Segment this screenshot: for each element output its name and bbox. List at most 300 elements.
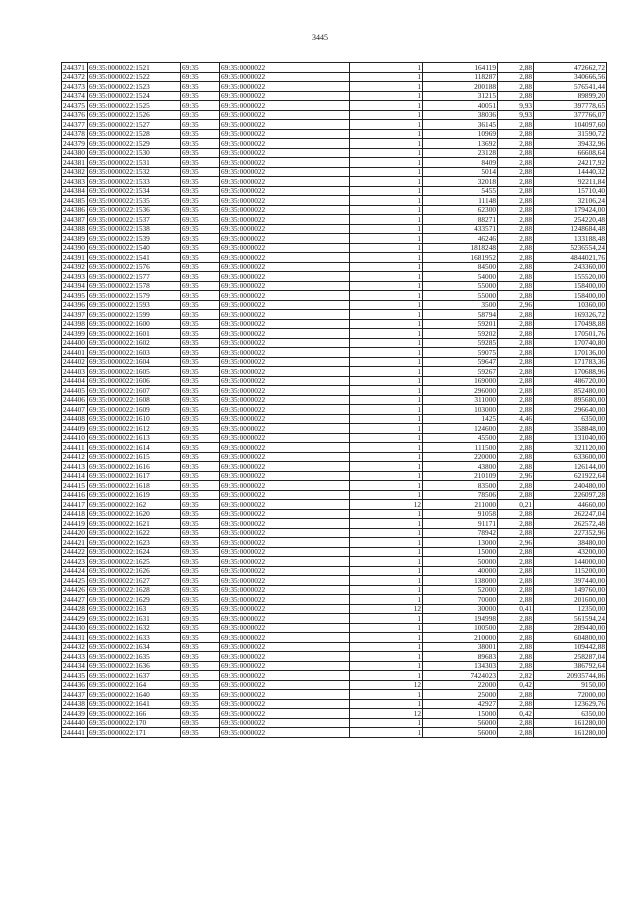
cadastral-number-cell: 69:35:0000022:1621	[88, 519, 181, 529]
cadastral-district-cell: 69:35	[181, 481, 220, 491]
cadastral-number-cell: 69:35:0000022:1521	[88, 63, 181, 73]
cadastral-value-cell: 24217,92	[534, 158, 607, 168]
land-category-code-cell: 1	[350, 576, 423, 586]
cadastral-value-cell: 170501,76	[534, 329, 607, 339]
cadastral-number-cell: 69:35:0000022:1525	[88, 101, 181, 111]
land-category-code-cell: 1	[350, 633, 423, 643]
cadastral-value-cell: 254220,48	[534, 215, 607, 225]
land-category-code-cell: 12	[350, 500, 423, 510]
land-category-code-cell: 1	[350, 690, 423, 700]
cadastral-value-cell: 158400,00	[534, 281, 607, 291]
cadastral-block-cell: 69:35:0000022	[220, 319, 350, 329]
specific-value-cell: 2,88	[498, 576, 534, 586]
cadastral-number-cell: 69:35:0000022:1579	[88, 291, 181, 301]
cadastral-block-cell: 69:35:0000022	[220, 566, 350, 576]
cadastral-value-cell: 262247,04	[534, 509, 607, 519]
cadastral-district-cell: 69:35	[181, 310, 220, 320]
cadastral-value-cell: 31590,72	[534, 129, 607, 139]
cadastral-block-cell: 69:35:0000022	[220, 386, 350, 396]
row-number-cell: 244393	[62, 272, 88, 282]
cadastral-district-cell: 69:35	[181, 595, 220, 605]
cadastral-district-cell: 69:35	[181, 661, 220, 671]
cadastral-block-cell: 69:35:0000022	[220, 243, 350, 253]
row-number-cell: 244376	[62, 110, 88, 120]
land-category-code-cell: 1	[350, 414, 423, 424]
specific-value-cell: 2,88	[498, 519, 534, 529]
specific-value-cell: 2,88	[498, 338, 534, 348]
area-cell: 78506	[423, 490, 498, 500]
area-cell: 52000	[423, 585, 498, 595]
cadastral-block-cell: 69:35:0000022	[220, 623, 350, 633]
cadastral-number-cell: 69:35:0000022:1540	[88, 243, 181, 253]
area-cell: 59202	[423, 329, 498, 339]
row-number-cell: 244437	[62, 690, 88, 700]
specific-value-cell: 2,88	[498, 405, 534, 415]
cadastral-number-cell: 69:35:0000022:1614	[88, 443, 181, 453]
table-row	[62, 291, 607, 301]
specific-value-cell: 2,88	[498, 481, 534, 491]
cadastral-value-cell: 72000,00	[534, 690, 607, 700]
cadastral-district-cell: 69:35	[181, 91, 220, 101]
cadastral-district-cell: 69:35	[181, 120, 220, 130]
cadastral-number-cell: 69:35:0000022:1526	[88, 110, 181, 120]
cadastral-value-cell: 262572,48	[534, 519, 607, 529]
area-cell: 22000	[423, 680, 498, 690]
table-row	[62, 661, 607, 671]
area-cell: 42927	[423, 699, 498, 709]
row-number-cell: 244419	[62, 519, 88, 529]
table-row	[62, 262, 607, 272]
land-category-code-cell: 1	[350, 462, 423, 472]
cadastral-district-cell: 69:35	[181, 462, 220, 472]
cadastral-block-cell: 69:35:0000022	[220, 367, 350, 377]
cadastral-district-cell: 69:35	[181, 82, 220, 92]
land-category-code-cell: 1	[350, 614, 423, 624]
cadastral-district-cell: 69:35	[181, 395, 220, 405]
specific-value-cell: 2,88	[498, 528, 534, 538]
area-cell: 58794	[423, 310, 498, 320]
area-cell: 36145	[423, 120, 498, 130]
cadastral-number-cell: 69:35:0000022:1632	[88, 623, 181, 633]
cadastral-number-cell: 69:35:0000022:1539	[88, 234, 181, 244]
cadastral-block-cell: 69:35:0000022	[220, 424, 350, 434]
table-row	[62, 405, 607, 415]
specific-value-cell: 2,88	[498, 186, 534, 196]
cadastral-number-cell: 69:35:0000022:1635	[88, 652, 181, 662]
table-row	[62, 139, 607, 149]
cadastral-district-cell: 69:35	[181, 500, 220, 510]
land-category-code-cell: 1	[350, 452, 423, 462]
specific-value-cell: 2,88	[498, 585, 534, 595]
row-number-cell: 244423	[62, 557, 88, 567]
table-row	[62, 538, 607, 548]
area-cell: 210109	[423, 471, 498, 481]
row-number-cell: 244415	[62, 481, 88, 491]
cadastral-number-cell: 69:35:0000022:1541	[88, 253, 181, 263]
specific-value-cell: 9,93	[498, 110, 534, 120]
cadastral-block-cell: 69:35:0000022	[220, 728, 350, 738]
row-number-cell: 244420	[62, 528, 88, 538]
cadastral-block-cell: 69:35:0000022	[220, 576, 350, 586]
cadastral-number-cell: 69:35:0000022:1532	[88, 167, 181, 177]
cadastral-district-cell: 69:35	[181, 329, 220, 339]
table-row	[62, 652, 607, 662]
table-row	[62, 481, 607, 491]
area-cell: 62300	[423, 205, 498, 215]
row-number-cell: 244402	[62, 357, 88, 367]
cadastral-number-cell: 69:35:0000022:163	[88, 604, 181, 614]
cadastral-number-cell: 69:35:0000022:1624	[88, 547, 181, 557]
cadastral-block-cell: 69:35:0000022	[220, 604, 350, 614]
row-number-cell: 244374	[62, 91, 88, 101]
cadastral-value-cell: 12350,00	[534, 604, 607, 614]
area-cell: 46246	[423, 234, 498, 244]
specific-value-cell: 2,88	[498, 367, 534, 377]
area-cell: 38036	[423, 110, 498, 120]
row-number-cell: 244428	[62, 604, 88, 614]
row-number-cell: 244426	[62, 585, 88, 595]
land-category-code-cell: 1	[350, 234, 423, 244]
row-number-cell: 244418	[62, 509, 88, 519]
area-cell: 31215	[423, 91, 498, 101]
table-row	[62, 82, 607, 92]
cadastral-number-cell: 69:35:0000022:1537	[88, 215, 181, 225]
table-row	[62, 72, 607, 82]
specific-value-cell: 0,41	[498, 604, 534, 614]
specific-value-cell: 2,88	[498, 718, 534, 728]
cadastral-district-cell: 69:35	[181, 272, 220, 282]
cadastral-number-cell: 69:35:0000022:166	[88, 709, 181, 719]
table-row	[62, 443, 607, 453]
cadastral-district-cell: 69:35	[181, 671, 220, 681]
specific-value-cell: 2,96	[498, 300, 534, 310]
cadastral-district-cell: 69:35	[181, 547, 220, 557]
row-number-cell: 244433	[62, 652, 88, 662]
land-category-code-cell: 1	[350, 471, 423, 481]
cadastral-district-cell: 69:35	[181, 367, 220, 377]
cadastral-value-cell: 39432,96	[534, 139, 607, 149]
land-category-code-cell: 1	[350, 167, 423, 177]
table-row	[62, 386, 607, 396]
cadastral-block-cell: 69:35:0000022	[220, 547, 350, 557]
cadastral-district-cell: 69:35	[181, 433, 220, 443]
specific-value-cell: 2,88	[498, 376, 534, 386]
cadastral-district-cell: 69:35	[181, 177, 220, 187]
cadastral-value-cell: 161280,00	[534, 728, 607, 738]
table-row	[62, 224, 607, 234]
cadastral-district-cell: 69:35	[181, 528, 220, 538]
cadastral-number-cell: 69:35:0000022:1527	[88, 120, 181, 130]
cadastral-block-cell: 69:35:0000022	[220, 443, 350, 453]
row-number-cell: 244435	[62, 671, 88, 681]
cadastral-value-cell: 133188,48	[534, 234, 607, 244]
area-cell: 15000	[423, 709, 498, 719]
specific-value-cell: 2,88	[498, 253, 534, 263]
land-category-code-cell: 1	[350, 718, 423, 728]
cadastral-value-cell: 115200,00	[534, 566, 607, 576]
land-category-code-cell: 1	[350, 661, 423, 671]
cadastral-block-cell: 69:35:0000022	[220, 642, 350, 652]
table-row	[62, 253, 607, 263]
land-category-code-cell: 1	[350, 509, 423, 519]
row-number-cell: 244405	[62, 386, 88, 396]
specific-value-cell: 2,88	[498, 91, 534, 101]
cadastral-value-cell: 377766,07	[534, 110, 607, 120]
cadastral-block-cell: 69:35:0000022	[220, 357, 350, 367]
specific-value-cell: 2,88	[498, 129, 534, 139]
area-cell: 1681952	[423, 253, 498, 263]
cadastral-value-cell: 4844021,76	[534, 253, 607, 263]
specific-value-cell: 2,96	[498, 538, 534, 548]
specific-value-cell: 2,88	[498, 595, 534, 605]
cadastral-number-cell: 69:35:0000022:1622	[88, 528, 181, 538]
cadastral-number-cell: 69:35:0000022:1610	[88, 414, 181, 424]
cadastral-block-cell: 69:35:0000022	[220, 348, 350, 358]
table-row	[62, 547, 607, 557]
cadastral-block-cell: 69:35:0000022	[220, 405, 350, 415]
cadastral-number-cell: 69:35:0000022:1616	[88, 462, 181, 472]
cadastral-block-cell: 69:35:0000022	[220, 186, 350, 196]
cadastral-district-cell: 69:35	[181, 281, 220, 291]
cadastral-district-cell: 69:35	[181, 148, 220, 158]
cadastral-block-cell: 69:35:0000022	[220, 528, 350, 538]
row-number-cell: 244413	[62, 462, 88, 472]
cadastral-district-cell: 69:35	[181, 357, 220, 367]
cadastral-district-cell: 69:35	[181, 566, 220, 576]
area-cell: 433571	[423, 224, 498, 234]
cadastral-district-cell: 69:35	[181, 72, 220, 82]
table-row	[62, 462, 607, 472]
cadastral-district-cell: 69:35	[181, 319, 220, 329]
table-row	[62, 642, 607, 652]
specific-value-cell: 2,88	[498, 699, 534, 709]
table-row	[62, 728, 607, 738]
cadastral-district-cell: 69:35	[181, 338, 220, 348]
land-category-code-cell: 1	[350, 652, 423, 662]
cadastral-number-cell: 69:35:0000022:1605	[88, 367, 181, 377]
specific-value-cell: 2,96	[498, 471, 534, 481]
table-row	[62, 395, 607, 405]
area-cell: 103000	[423, 405, 498, 415]
specific-value-cell: 2,88	[498, 557, 534, 567]
cadastral-value-cell: 20935744,86	[534, 671, 607, 681]
specific-value-cell: 2,88	[498, 443, 534, 453]
cadastral-district-cell: 69:35	[181, 538, 220, 548]
cadastral-district-cell: 69:35	[181, 604, 220, 614]
area-cell: 91171	[423, 519, 498, 529]
land-category-code-cell: 1	[350, 528, 423, 538]
cadastral-number-cell: 69:35:0000022:1629	[88, 595, 181, 605]
specific-value-cell: 2,88	[498, 395, 534, 405]
row-number-cell: 244417	[62, 500, 88, 510]
table-row	[62, 376, 607, 386]
table-row	[62, 158, 607, 168]
table-row	[62, 215, 607, 225]
land-category-code-cell: 1	[350, 728, 423, 738]
cadastral-block-cell: 69:35:0000022	[220, 452, 350, 462]
cadastral-district-cell: 69:35	[181, 680, 220, 690]
specific-value-cell: 2,88	[498, 357, 534, 367]
cadastral-value-cell: 895680,00	[534, 395, 607, 405]
land-category-code-cell: 1	[350, 566, 423, 576]
specific-value-cell: 2,88	[498, 224, 534, 234]
cadastral-block-cell: 69:35:0000022	[220, 585, 350, 595]
cadastral-block-cell: 69:35:0000022	[220, 167, 350, 177]
cadastral-block-cell: 69:35:0000022	[220, 63, 350, 73]
cadastral-value-cell: 358848,00	[534, 424, 607, 434]
row-number-cell: 244412	[62, 452, 88, 462]
cadastral-value-cell: 472662,72	[534, 63, 607, 73]
cadastral-value-cell: 38480,00	[534, 538, 607, 548]
cadastral-block-cell: 69:35:0000022	[220, 490, 350, 500]
area-cell: 210000	[423, 633, 498, 643]
row-number-cell: 244392	[62, 262, 88, 272]
row-number-cell: 244439	[62, 709, 88, 719]
cadastral-block-cell: 69:35:0000022	[220, 91, 350, 101]
area-cell: 59267	[423, 367, 498, 377]
land-category-code-cell: 1	[350, 557, 423, 567]
table-row	[62, 699, 607, 709]
land-category-code-cell: 1	[350, 224, 423, 234]
cadastral-value-cell: 5236554,24	[534, 243, 607, 253]
cadastral-block-cell: 69:35:0000022	[220, 300, 350, 310]
cadastral-value-cell: 171783,36	[534, 357, 607, 367]
table-row	[62, 576, 607, 586]
table-row	[62, 471, 607, 481]
row-number-cell: 244430	[62, 623, 88, 633]
cadastral-value-cell: 258287,04	[534, 652, 607, 662]
table-row	[62, 196, 607, 206]
table-row	[62, 595, 607, 605]
area-cell: 55000	[423, 281, 498, 291]
table-row	[62, 709, 607, 719]
cadastral-number-cell: 69:35:0000022:1612	[88, 424, 181, 434]
cadastral-number-cell: 69:35:0000022:1528	[88, 129, 181, 139]
row-number-cell: 244438	[62, 699, 88, 709]
cadastral-block-cell: 69:35:0000022	[220, 139, 350, 149]
land-category-code-cell: 1	[350, 367, 423, 377]
row-number-cell: 244434	[62, 661, 88, 671]
cadastral-number-cell: 69:35:0000022:1530	[88, 148, 181, 158]
cadastral-value-cell: 386792,64	[534, 661, 607, 671]
row-number-cell: 244371	[62, 63, 88, 73]
area-cell: 138000	[423, 576, 498, 586]
land-category-code-cell: 1	[350, 186, 423, 196]
specific-value-cell: 2,88	[498, 215, 534, 225]
land-category-code-cell: 1	[350, 547, 423, 557]
row-number-cell: 244375	[62, 101, 88, 111]
cadastral-block-cell: 69:35:0000022	[220, 234, 350, 244]
row-number-cell: 244409	[62, 424, 88, 434]
row-number-cell: 244382	[62, 167, 88, 177]
row-number-cell: 244381	[62, 158, 88, 168]
specific-value-cell: 2,88	[498, 272, 534, 282]
area-cell: 118287	[423, 72, 498, 82]
row-number-cell: 244389	[62, 234, 88, 244]
row-number-cell: 244394	[62, 281, 88, 291]
cadastral-district-cell: 69:35	[181, 709, 220, 719]
cadastral-number-cell: 69:35:0000022:1618	[88, 481, 181, 491]
cadastral-number-cell: 69:35:0000022:1615	[88, 452, 181, 462]
specific-value-cell: 2,88	[498, 386, 534, 396]
row-number-cell: 244427	[62, 595, 88, 605]
cadastral-block-cell: 69:35:0000022	[220, 196, 350, 206]
land-category-code-cell: 1	[350, 642, 423, 652]
cadastral-district-cell: 69:35	[181, 215, 220, 225]
cadastral-block-cell: 69:35:0000022	[220, 557, 350, 567]
table-row	[62, 243, 607, 253]
cadastral-district-cell: 69:35	[181, 234, 220, 244]
cadastral-district-cell: 69:35	[181, 386, 220, 396]
row-number-cell: 244404	[62, 376, 88, 386]
cadastral-number-cell: 69:35:0000022:1636	[88, 661, 181, 671]
cadastral-number-cell: 69:35:0000022:1524	[88, 91, 181, 101]
table-row	[62, 680, 607, 690]
row-number-cell: 244429	[62, 614, 88, 624]
table-row	[62, 319, 607, 329]
cadastral-block-cell: 69:35:0000022	[220, 538, 350, 548]
row-number-cell: 244407	[62, 405, 88, 415]
specific-value-cell: 2,88	[498, 281, 534, 291]
cadastral-number-cell: 69:35:0000022:1628	[88, 585, 181, 595]
table-row	[62, 310, 607, 320]
cadastral-value-cell: 9150,00	[534, 680, 607, 690]
cadastral-district-cell: 69:35	[181, 557, 220, 567]
area-cell: 164119	[423, 63, 498, 73]
cadastral-value-cell: 43200,00	[534, 547, 607, 557]
cadastral-value-cell: 296640,00	[534, 405, 607, 415]
area-cell: 220000	[423, 452, 498, 462]
cadastral-block-cell: 69:35:0000022	[220, 652, 350, 662]
area-cell: 78942	[423, 528, 498, 538]
cadastral-district-cell: 69:35	[181, 300, 220, 310]
specific-value-cell: 2,88	[498, 148, 534, 158]
table-row	[62, 329, 607, 339]
cadastral-district-cell: 69:35	[181, 110, 220, 120]
area-cell: 43800	[423, 462, 498, 472]
cadastral-block-cell: 69:35:0000022	[220, 395, 350, 405]
cadastral-district-cell: 69:35	[181, 576, 220, 586]
land-category-code-cell: 1	[350, 699, 423, 709]
specific-value-cell: 2,88	[498, 547, 534, 557]
cadastral-block-cell: 69:35:0000022	[220, 281, 350, 291]
cadastral-block-cell: 69:35:0000022	[220, 82, 350, 92]
cadastral-value-cell: 131040,00	[534, 433, 607, 443]
table-row	[62, 623, 607, 633]
cadastral-value-cell: 576541,44	[534, 82, 607, 92]
specific-value-cell: 2,88	[498, 652, 534, 662]
table-row	[62, 177, 607, 187]
cadastral-number-cell: 69:35:0000022:1625	[88, 557, 181, 567]
cadastral-block-cell: 69:35:0000022	[220, 310, 350, 320]
specific-value-cell: 0,42	[498, 680, 534, 690]
land-category-code-cell: 1	[350, 158, 423, 168]
cadastral-block-cell: 69:35:0000022	[220, 690, 350, 700]
land-category-code-cell: 1	[350, 671, 423, 681]
cadastral-number-cell: 69:35:0000022:1538	[88, 224, 181, 234]
cadastral-block-cell: 69:35:0000022	[220, 471, 350, 481]
specific-value-cell: 2,88	[498, 329, 534, 339]
row-number-cell: 244406	[62, 395, 88, 405]
area-cell: 70000	[423, 595, 498, 605]
cadastral-block-cell: 69:35:0000022	[220, 338, 350, 348]
land-category-code-cell: 1	[350, 291, 423, 301]
cadastral-number-cell: 69:35:0000022:1578	[88, 281, 181, 291]
cadastral-value-cell: 561594,24	[534, 614, 607, 624]
cadastral-number-cell: 69:35:0000022:1577	[88, 272, 181, 282]
specific-value-cell: 2,88	[498, 234, 534, 244]
cadastral-number-cell: 69:35:0000022:1522	[88, 72, 181, 82]
